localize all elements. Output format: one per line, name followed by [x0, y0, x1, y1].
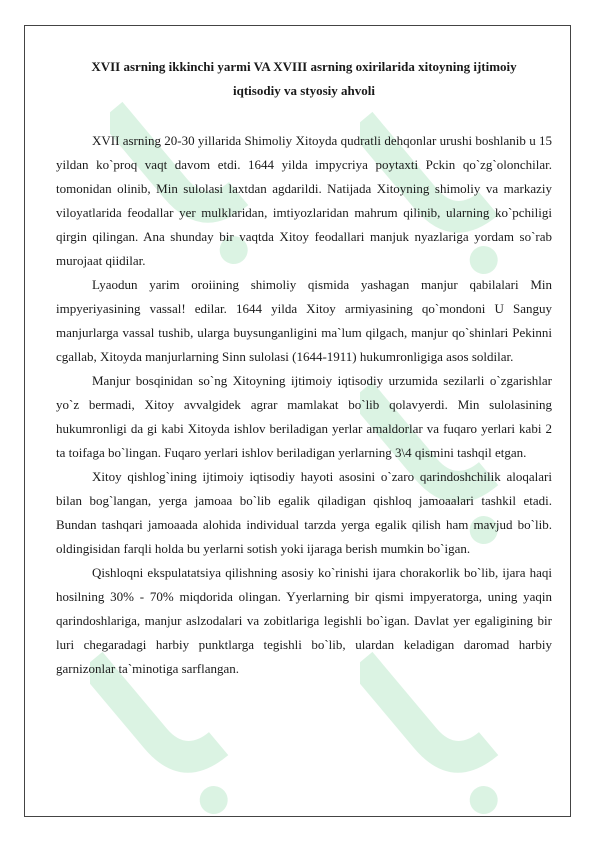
paragraph-5: Qishloqni ekspulatatsiya qilishning asosiy ko`rinishi ijara chorakorlik bo`lib, ijara haqi hosilning 30% - 70% miqdorida olingan. Yyerlarning bir qismi impyeratorga, uning yaqin qarindoshlariga, manjur aslzodalari va zobitlariga legishli bo`igan. Davlat yer egaligining bir luri chegaradagi harbiy punktlarga tegishli bo`lib, ulardan keladigan daromad harbiy garnizonlar ta`minotiga sarflangan. [56, 565, 552, 676]
paragraph-4: Xitoy qishlog`ining ijtimoiy iqtisodiy hayoti asosini o`zaro qarindoshchilik aloqalari bilan bog`langan, yerga jamoaa bo`lib egalik qiladigan qishloq jamoaalari tashkil etadi. Bundan tashqari jamoaada alohida individual tarzda yerga egalik qilish ham mavjud bo`lib. oldingisidan farqli holda bu yerlarni sotish yoki ijaraga berish mumkin bo`igan. [56, 469, 552, 556]
paragraph-2: Lyaodun yarim oroiining shimoliy qismida yashagan manjur qabilalari Min impyeriyasining vassal! edilar. 1644 yilda Xitoy armiyasining qo`mondoni U Sanguy manjurlarga vassal tushib, ularga buysunganligini ma`lum qilgach, manjur qo`shinlari Pekinni cgallab, Xitoyda manjurlarning Sinn sulolasi (1644-1911) hukumronligiga asos soldilar. [56, 277, 552, 364]
title-line-1: XVII asrning ikkinchi yarmi VA XVIII asrning oxirilarida xitoyning ijtimoiy [91, 59, 517, 74]
title-line-2: iqtisodiy va styosiy ahvoli [233, 83, 375, 98]
paragraph-1: XVII asrning 20-30 yillarida Shimoliy Xitoyda qudratli dehqonlar urushi boshlanib u 15 yildan ko`proq vaqt davom etdi. 1644 yilda impycriya poytaxti Pckin qo`zg`olonchilar. tomonidan olinib, Min sulolasi laxtdan agdarildi. Natijada Xitoyning shimoliy va markaziy viloyatlarida feodallar yer mulklaridan, imtiyozlaridan mahrum qilinib, ularning ko`pchiligi qirgin qilingan. Ana shunday bir vaqtda Xitoy feodallari manjuk nyazlariga yordam so`rab murojaat qiidilar. [56, 133, 552, 268]
document-body [56, 55, 552, 681]
paragraph-3: Manjur bosqinidan so`ng Xitoyning ijtimoiy iqtisodiy urzumida sezilarli o`zgarishlar yo`z bermadi, Xitoy avvalgidek agrar mamlakat bo`lib qolavyerdi. Min sulolasining hukumronligi da gi kabi Xitoyda ishlov beriladigan yerlar amaldorlar va fuqaro yerlari kabi 2 ta toifaga bo`lingan. Fuqaro yerlari ishlov beriladigan yerlarning 3\4 qismini tashqil etgan. [56, 373, 552, 460]
document-title [56, 55, 552, 103]
title-spacer [56, 103, 552, 129]
